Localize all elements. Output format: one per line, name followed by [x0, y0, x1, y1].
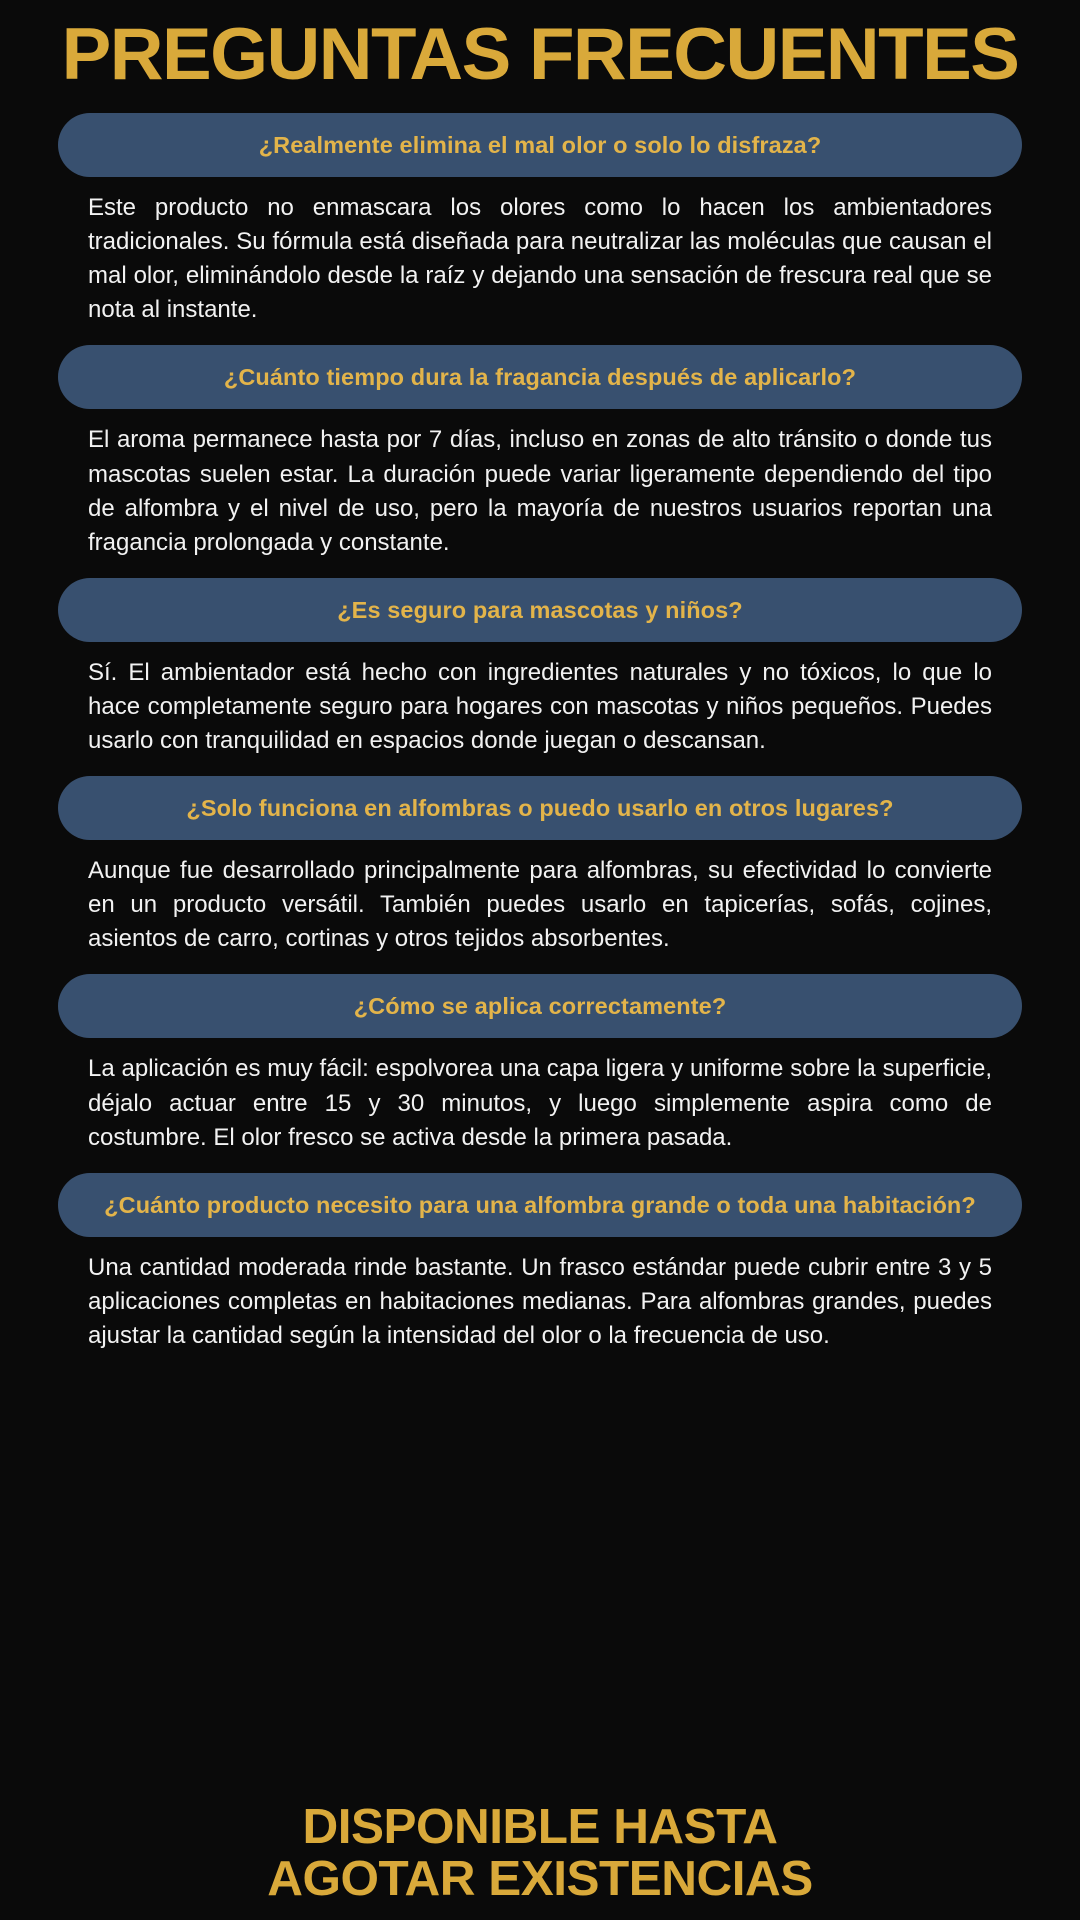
faq-item	[58, 776, 1022, 966]
faq-question[interactable]: ¿Cómo se aplica correctamente?	[58, 974, 1022, 1038]
faq-answer: Este producto no enmascara los olores como lo hacen los ambientadores tradicionales. Su fórmula está diseñada para neutralizar las moléculas que causan el mal olor, eliminándolo desde la raíz y dejando una sensación de frescura real que se nota al instante.	[88, 194, 992, 324]
faq-question[interactable]: ¿Cuánto producto necesito para una alfombra grande o toda una habitación?	[58, 1173, 1022, 1237]
faq-item	[58, 974, 1022, 1164]
faq-item	[58, 1173, 1022, 1363]
faq-question[interactable]: ¿Solo funciona en alfombras o puedo usarlo en otros lugares?	[58, 776, 1022, 840]
footer-line-2: AGOTAR EXISTENCIAS	[267, 1852, 813, 1907]
page-title: PREGUNTAS FRECUENTES	[61, 14, 1019, 95]
faq-answer: El aroma permanece hasta por 7 días, incluso en zonas de alto tránsito o donde tus mascotas suelen estar. La duración puede variar ligeramente dependiendo del tipo de alfombra y el nivel de uso, pero la mayoría de nuestros usuarios reportan una fragancia prolongada y constante.	[88, 426, 992, 556]
faq-item	[58, 578, 1022, 768]
faq-list	[58, 113, 1022, 1796]
faq-item	[58, 345, 1022, 569]
faq-answer: Una cantidad moderada rinde bastante. Un frasco estándar puede cubrir entre 3 y 5 aplicaciones completas en habitaciones medianas. Para alfombras grandes, puedes ajustar la cantidad según la intensidad del olor o la frecuencia de uso.	[88, 1253, 992, 1349]
faq-question[interactable]: ¿Realmente elimina el mal olor o solo lo disfraza?	[58, 113, 1022, 177]
faq-answer: Sí. El ambientador está hecho con ingredientes naturales y no tóxicos, lo que lo hace completamente seguro para hogares con mascotas y niños pequeños. Puedes usarlo con tranquilidad en espacios donde juegan o descansan.	[88, 658, 992, 755]
faq-answer: Aunque fue desarrollado principalmente para alfombras, su efectividad lo convierte en un producto versátil. También puedes usarlo en tapicerías, sofás, cojines, asientos de carro, cortinas y otros tejidos absorbentes.	[88, 857, 992, 953]
footer-callout	[53, 1802, 1027, 1906]
faq-question[interactable]: ¿Es seguro para mascotas y niños?	[58, 578, 1022, 642]
faq-item	[58, 113, 1022, 337]
faq-question[interactable]: ¿Cuánto tiempo dura la fragancia después de aplicarlo?	[58, 345, 1022, 409]
faq-answer: La aplicación es muy fácil: espolvorea una capa ligera y uniforme sobre la superficie, déjalo actuar entre 15 y 30 minutos, y luego simplemente aspira como de costumbre. El olor fresco se activa desde la primera pasada.	[88, 1055, 992, 1151]
footer-line-1: DISPONIBLE HASTA	[302, 1800, 778, 1855]
